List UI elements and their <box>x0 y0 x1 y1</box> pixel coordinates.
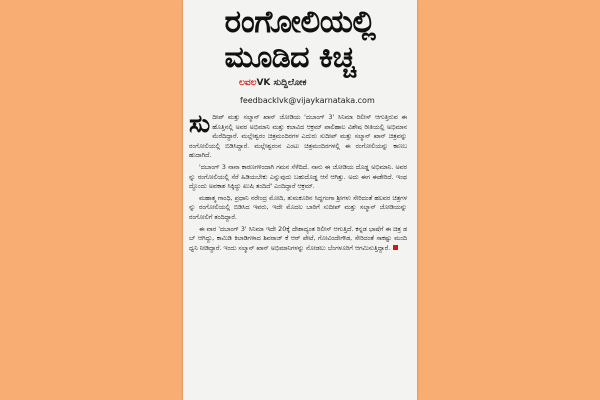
headline-line-2: ಮೂಡಿದ ಕಿಚ್ಚ <box>224 40 356 75</box>
paragraph-1-text: ದೀಪ್ ಮತ್ತು ಸಲ್ಮಾನ್ ಖಾನ್ ಜೋಡಿಯ 'ದಬಾಂಗ್ 3' ಸಿನಿಮಾ ರಿಲೀಸ್ ಆಗುತ್ತಿರುವ ಈ ಹೊತ್ತಿನಲ್ಲಿ ಅವರ ಅಭಿಮಾನಿ ಮತ್ತು ಕಲಾವಿದ ಆಕ್ರಮ್ ಪಾಲಿಹಾಲ ವಿಶೇಷ ರೀತಿಯಲ್ಲಿ ಅಭಿಮಾನ ಮೆರೆದಿದ್ದಾರೆ. ಮಲ್ಲೇಶ್ವರಂ ಚಿತ್ರಮಂದಿರಗಳ ಎದುರು ಸುದೀಪ್ ಮತ್ತು ಸಲ್ಮಾನ್ ಖಾನ್ ಚಿತ್ರವನ್ನು ರಂಗೋಲಿಯಲ್ಲಿ ಬಿಡಿಸಿದ್ದಾರೆ. ಮಲ್ಲೇಶ್ವರಂನ ಎಂಟು ಚಿತ್ರಮಂದಿರಗಳಲ್ಲಿ ಈ ರಂಗೋಲಿಯನ್ನು ಕಾಣಬಹುದಾಗಿದೆ. <box>189 114 407 160</box>
drop-cap: ಸು <box>189 109 211 138</box>
paragraph-4 <box>189 225 407 254</box>
paragraph-4-text: ಈ ವಾರ 'ದಬಾಂಗ್ 3' ಸಿನಿಮಾ ಇದೇ 20ಕ್ಕೆ ದೇಶಾದ್ಯಂತ ರಿಲೀಸ್ ಆಗುತ್ತಿದೆ. ಕನ್ನಡ ಭಾಷೆಗೆ ಈ ಚಿತ್ರ ಡಬ್ ಆಗಿದ್ದು, ಕಾಮಿಡಿ ಕಿಲಾಡಿಗಳಾದ ಶಿವರಾಜ್ ಕೆ ಆರ್ ಪೇಟೆ, ಗೋವಿಂದೇಗೌಡ, ಸೇರಿದಂತೆ ಸಾಕಷ್ಟು ಮಂದಿ ಧ್ವನಿ ನೀಡಿದ್ದಾರೆ. ಇಂದು ಸಲ್ಮಾನ್ ಖಾನ್ ಅಭಿಮಾನಿಗಳನ್ನು ನೋಡಲು ಬೆಂಗಳೂರಿಗೆ ಆಗಮಿಸುತ್ತಿದ್ದಾರೆ. <box>189 225 407 252</box>
end-mark-icon <box>393 245 398 250</box>
article-body <box>189 109 407 255</box>
feedback-email: feedbacklvk@vijaykarnataka.com <box>240 96 375 105</box>
byline <box>239 78 306 88</box>
byline-source: VK ಸುದ್ದಿಲೋಕ <box>256 78 307 88</box>
paragraph-2: 'ದಬಾಂಗ್ 3 ನಾನಾ ಕಾರಣಗಳಿಂದಾಗಿ ಗಮನ ಸೆಳೆದಿದೆ. ನಾನು ಈ ಜೋಡಿಯ ದೊಡ್ಡ ಅಭಿಮಾನಿ. ಅವರನ್ನು ರಂಗೋಲಿಯಲ್ಲಿ ಸೆರೆ ಹಿಡಿಯಬೇಕು ಎನ್ನುವುದು ಬಹುದೊಡ್ಡ ಆಸೆ ಆಗಿತ್ತು. ಅದು ಈಗ ಈಡೇರಿದೆ. ಇಂಥದ್ದೊಂದು ಅವಕಾಶ ಸಿಕ್ಕಿದ್ದು ಖುಷಿ ತಂದಿದೆ' ಎಂದಿದ್ದಾರೆ ಆಕ್ರಮ್. <box>189 163 407 191</box>
headline-line-1: ರಂಗೋಲಿಯಲ್ಲಿ <box>224 4 376 40</box>
byline-brand: ಲವಲ <box>239 78 257 88</box>
newspaper-clipping <box>183 0 417 400</box>
paragraph-1 <box>189 109 407 161</box>
paragraph-3: ಮಹಾತ್ಮ ಗಾಂಧಿ, ಪ್ರಧಾನಿ ನರೇಂದ್ರ ಮೋದಿ, ತುಮಕೂರಿನ ಸಿದ್ಧಗಂಗಾ ಶ್ರೀಗಳು ಸೇರಿದಂತೆ ಹಲವರ ಚಿತ್ರಗಳನ್ನು ರಂಗೋಲಿಯಲ್ಲಿ ಬಿಡಿಸಿದ ಇವರು, ಇದೇ ಮೊದಲ ಬಾರಿಗೆ ಸುದೀಪ್ ಮತ್ತು ಸಲ್ಮಾನ್ ಜೋಡಿಯನ್ನು ರಂಗೋಲಿಗೆ ತಂದಿದ್ದಾರೆ. <box>189 194 407 221</box>
